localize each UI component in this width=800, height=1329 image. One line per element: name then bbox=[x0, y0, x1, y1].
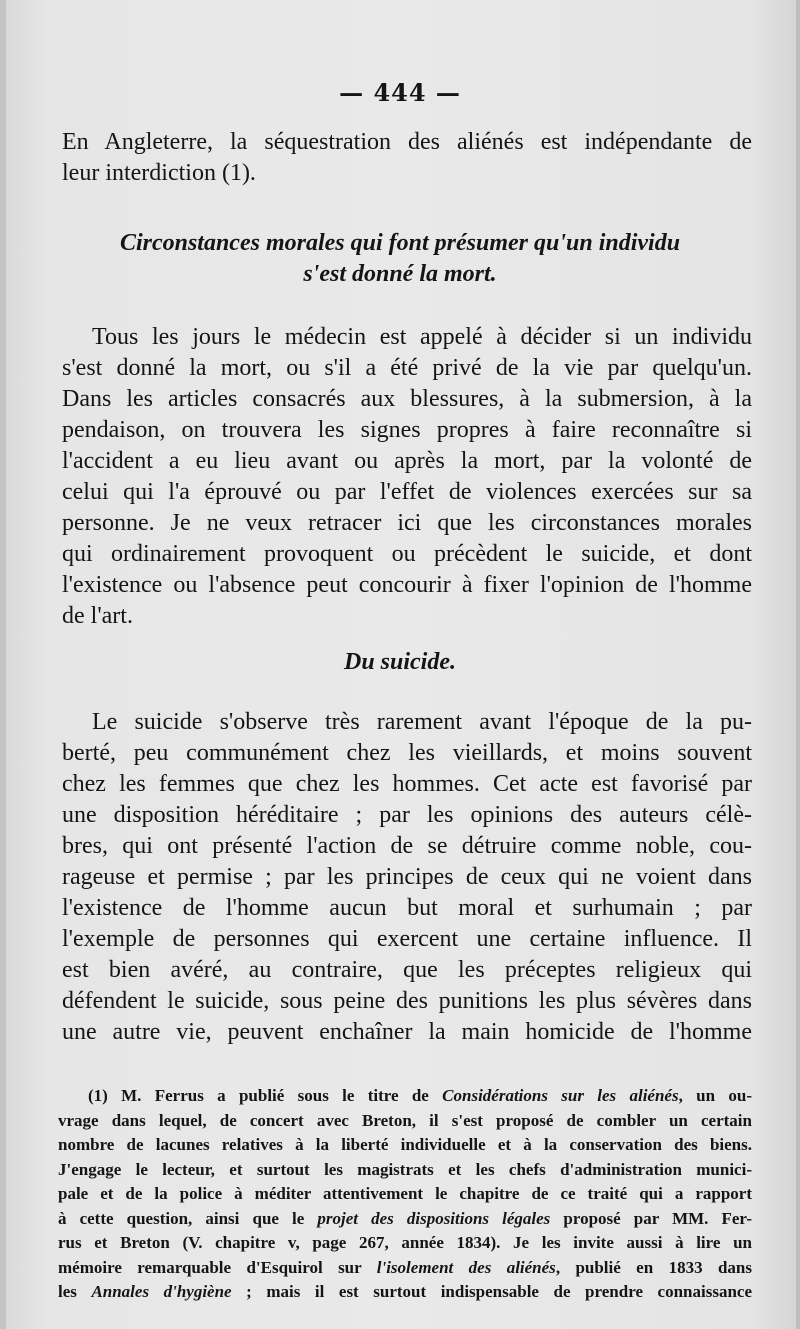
heading-line: s'est donné la mort. bbox=[303, 261, 497, 287]
text-line: l'accident a eu lieu avant ou après la mort, par la volonté de bbox=[62, 448, 752, 474]
footnote bbox=[58, 1084, 752, 1305]
text-line: une autre vie, peuvent enchaîner la main homicide de l'homme bbox=[62, 1019, 752, 1045]
footnote-line: vrage dans lequel, de concert avec Breton, il s'est proposé de combler un certain bbox=[58, 1110, 752, 1130]
text-line: berté, peu communément chez les vieillards, et moins souvent bbox=[62, 740, 752, 766]
text-line: bres, qui ont présenté l'action de se détruire comme noble, cou- bbox=[62, 833, 752, 859]
footnote-title-italic: l'isolement des aliénés bbox=[376, 1257, 556, 1277]
text-line: s'est donné la mort, ou s'il a été privé de la vie par quelqu'un. bbox=[62, 355, 752, 381]
text-line: personne. Je ne veux retracer ici que les circonstances morales bbox=[62, 510, 752, 536]
heading-line: Du suicide. bbox=[343, 649, 456, 675]
footnote-line: J'engage le lecteur, et surtout les magistrats et les chefs d'administration munici- bbox=[58, 1159, 752, 1179]
text-line: chez les femmes que chez les hommes. Cet acte est favorisé par bbox=[62, 771, 752, 797]
page-number: — 444 — bbox=[339, 78, 461, 107]
footnote-text: à cette question, ainsi que le bbox=[58, 1208, 318, 1228]
paragraph-intro bbox=[62, 127, 752, 189]
text-line: qui ordinairement provoquent ou précèdent le suicide, et dont bbox=[62, 541, 752, 567]
text-line: pendaison, on trouvera les signes propres à faire reconnaître si bbox=[62, 417, 752, 443]
footnote-title-italic: Considérations sur les aliénés bbox=[442, 1086, 679, 1105]
text-line: leur interdiction (1). bbox=[62, 160, 256, 186]
footnote-text: mémoire remarquable d'Esquirol sur bbox=[58, 1257, 377, 1277]
text-line: une disposition héréditaire ; par les opinions des auteurs célè- bbox=[62, 802, 752, 828]
text-line: est bien avéré, au contraire, que les préceptes religieux qui bbox=[62, 957, 752, 983]
text-line: Dans les articles consacrés aux blessures, à la submersion, à la bbox=[62, 386, 752, 412]
footnote-text: les bbox=[58, 1282, 92, 1301]
text-line: Le suicide s'observe très rarement avant l'époque de la pu- bbox=[92, 709, 752, 735]
footnote-text: ; mais il est surtout indispensable de prendre connaissance bbox=[231, 1282, 752, 1301]
text-line: défendent le suicide, sous peine des punitions les plus sévères dans bbox=[62, 988, 752, 1014]
text-line: de l'art. bbox=[62, 603, 133, 629]
footnote-text: proposé par MM. Fer- bbox=[550, 1208, 753, 1228]
text-line: En Angleterre, la séquestration des aliénés est indépendante de bbox=[62, 129, 752, 155]
footnote-line bbox=[58, 1280, 752, 1305]
footnote-line bbox=[58, 1084, 752, 1109]
text-line: l'existence ou l'absence peut concourir à fixer l'opinion de l'homme bbox=[62, 572, 752, 598]
section-heading-morales bbox=[0, 228, 800, 290]
footnote-title-italic: Annales d'hygiène bbox=[91, 1282, 232, 1301]
footnote-line: pale et de la police à méditer attentivement le chapitre de ce traité qui a rapport bbox=[58, 1184, 752, 1203]
heading-line: Circonstances morales qui font présumer qu'un individu bbox=[119, 230, 681, 256]
paragraph-morales bbox=[62, 322, 752, 632]
footnote-line bbox=[58, 1207, 752, 1232]
paragraph-suicide bbox=[62, 707, 752, 1048]
footnote-line: rus et Breton (V. chapitre v, page 267, année 1834). Je les invite aussi à lire un bbox=[58, 1233, 752, 1252]
section-heading-suicide bbox=[0, 647, 800, 678]
footnote-text: (1) M. Ferrus a publié sous le titre de bbox=[88, 1086, 443, 1105]
text-line: celui qui l'a éprouvé ou par l'effet de violences exercées sur sa bbox=[62, 479, 752, 505]
text-line: Tous les jours le médecin est appelé à décider si un individu bbox=[92, 324, 752, 350]
footnote-line: nombre de lacunes relatives à la liberté individuelle et à la conservation des biens. bbox=[58, 1135, 752, 1154]
footnote-title-italic: projet des dispositions légales bbox=[317, 1208, 551, 1228]
footnote-text: , publié en 1833 dans bbox=[555, 1257, 752, 1277]
text-line: rageuse et permise ; par les principes de ceux qui ne voient dans bbox=[62, 864, 752, 890]
text-line: l'exemple de personnes qui exercent une certaine influence. Il bbox=[62, 926, 752, 952]
footnote-line bbox=[58, 1256, 752, 1281]
footnote-text: , un ou- bbox=[678, 1086, 752, 1105]
text-line: l'existence de l'homme aucun but moral et surhumain ; par bbox=[62, 895, 752, 921]
